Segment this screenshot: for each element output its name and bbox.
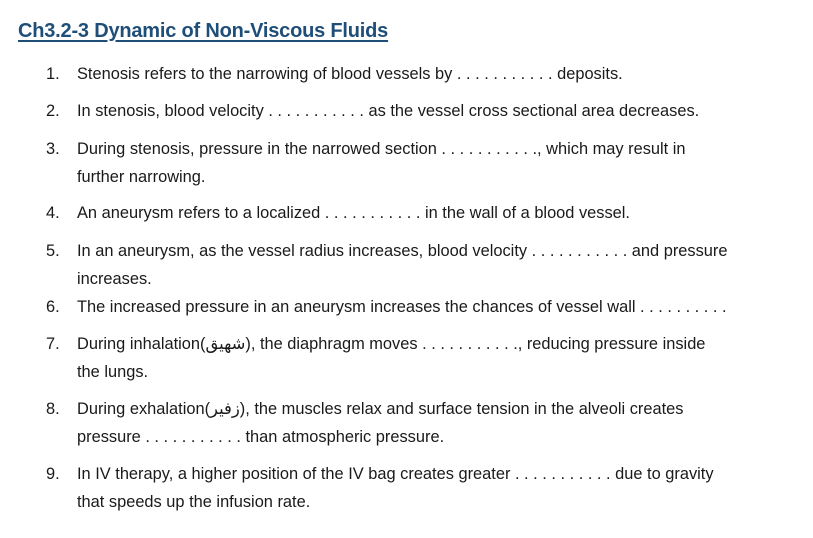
- question-line: pressure . . . . . . . . . . . than atmospheric pressure.: [77, 428, 445, 446]
- question-line: increases.: [77, 270, 152, 288]
- question-text: [77, 199, 797, 227]
- question-line: During inhalation(شهيق), the diaphragm moves . . . . . . . . . . ., reducing pressure inside: [77, 335, 706, 353]
- question-text: [77, 97, 797, 125]
- question-number: 1.: [46, 65, 60, 83]
- question-line: During exhalation(زفير), the muscles relax and surface tension in the alveoli creates: [77, 400, 684, 418]
- question-text: [77, 330, 797, 386]
- question-line: that speeds up the infusion rate.: [77, 493, 311, 511]
- document-title: Ch3.2-3 Dynamic of Non-Viscous Fluids: [18, 20, 389, 42]
- question-text: [77, 293, 797, 321]
- question-text: [77, 460, 797, 516]
- question-text: [77, 395, 797, 451]
- question-text: [77, 135, 797, 191]
- question-number: 6.: [46, 298, 60, 316]
- question-line: further narrowing.: [77, 168, 206, 186]
- question-line: During stenosis, pressure in the narrowed section . . . . . . . . . . ., which may result in: [77, 140, 686, 158]
- question-line: In an aneurysm, as the vessel radius increases, blood velocity . . . . . . . . . . . and pressure: [77, 242, 728, 260]
- question-number: 3.: [46, 140, 60, 158]
- question-number: 8.: [46, 400, 60, 418]
- question-number: 7.: [46, 335, 60, 353]
- question-number: 2.: [46, 102, 60, 120]
- question-number: 5.: [46, 242, 60, 260]
- question-number: 4.: [46, 204, 60, 222]
- question-line: An aneurysm refers to a localized . . . . . . . . . . . in the wall of a blood vessel.: [77, 204, 630, 222]
- question-line: In stenosis, blood velocity . . . . . . . . . . . as the vessel cross sectional area decreases.: [77, 102, 700, 120]
- question-text: [77, 60, 797, 88]
- question-line: In IV therapy, a higher position of the IV bag creates greater . . . . . . . . . . . due to gravity: [77, 465, 714, 483]
- question-line: Stenosis refers to the narrowing of blood vessels by . . . . . . . . . . . deposits.: [77, 65, 623, 83]
- question-text: [77, 237, 797, 293]
- question-line: The increased pressure in an aneurysm increases the chances of vessel wall . . . . . . . . . .: [77, 298, 727, 316]
- question-number: 9.: [46, 465, 60, 483]
- question-line: the lungs.: [77, 363, 149, 381]
